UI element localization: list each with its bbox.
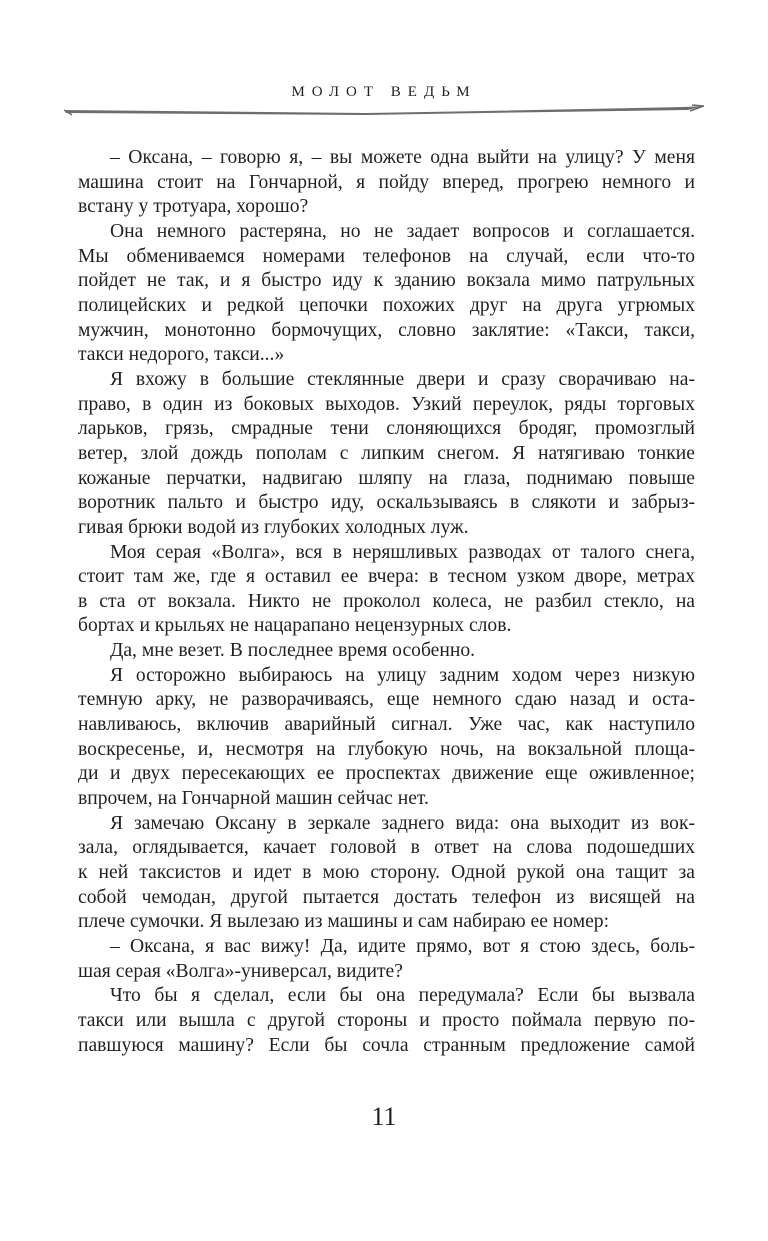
text-line: ветер, злой дождь пополам с липким снегом. Я натягиваю тонкие [78,442,695,464]
text-line: Мы обмениваемся номерами телефонов на случай, если что-то [78,245,695,267]
text-line: такси или вышла с другой стороны и просто поймала первую по- [78,1009,695,1031]
text-line: право, в один из боковых выходов. Узкий переулок, ряды торговых [78,393,695,415]
text-line: встану у тротуара, хорошо? [78,196,309,218]
text-line: такси недорого, такси...» [78,344,285,366]
text-line: темную арку, не разворачиваясь, еще немного сдаю назад и оста- [78,689,695,711]
text-line: кожаные перчатки, надвигаю шляпу на глаза, поднимаю повыше [78,467,695,489]
paragraph [78,984,695,1058]
text-line: Я замечаю Оксану в зеркале заднего вида: она выходит из вок- [110,812,695,834]
text-line: плече сумочки. Я вылезаю из машины и сам набираю ее номер: [78,911,610,933]
paragraph [78,220,695,368]
text-line: собой чемодан, другой пытается достать телефон из висящей на [78,886,695,908]
page-number: 11 [371,1102,397,1131]
text-line: Да, мне везет. В последнее время особенно. [110,640,476,662]
text-line: – Оксана, я вас вижу! Да, идите прямо, вот я стою здесь, боль- [110,936,695,957]
paragraph [78,368,695,541]
paragraph [78,639,695,664]
text-line: воротник пальто и быстро иду, оскальзываясь в слякоти и забрыз- [78,492,695,514]
text-line: шая серая «Волга»-универсал, видите? [78,960,403,982]
body-text [78,146,695,1058]
paragraph [78,664,695,812]
text-line: Она немного растеряна, но не задает вопросов и соглашается. [110,220,695,242]
text-line: пойдет не так, и я быстро иду к зданию вокзала мимо патрульных [78,270,695,292]
text-line: ди и двух пересекающих ее проспектах движение еще оживленное; [78,763,695,785]
paragraph [78,541,695,640]
text-line: воскресенье, и, несмотря на глубокую ночь, на вокзальной площа- [78,738,695,760]
text-line: – Оксана, – говорю я, – вы можете одна выйти на улицу? У меня [110,147,695,168]
text-line: в ста от вокзала. Никто не проколол колеса, не разбил стекло, на [78,590,695,612]
text-line: навливаюсь, включив аварийный сигнал. Уже час, как наступило [78,714,695,736]
text-line: зала, оглядывается, качает головой в ответ на слова подошедших [78,837,695,859]
text-line: Что бы я сделал, если бы она передумала? Если бы вызвала [110,985,695,1007]
text-line: машина стоит на Гончарной, я пойду вперед, прогрею немного и [78,171,695,193]
text-line: ларьков, грязь, смрадные тени слоняющихся бродяг, промозглый [78,418,695,440]
text-line: Я осторожно выбираюсь на улицу задним ходом через низкую [110,664,695,686]
text-line: полицейских и редкой цепочки похожих друг на друга угрюмых [78,294,695,316]
running-head: МОЛОТ ВЕДЬМ [291,84,477,100]
text-line: гивая брюки водой из глубоких холодных луж. [78,516,469,538]
text-line: бортах и крыльях не нацарапано нецензурных слов. [78,615,512,637]
text-line: к ней таксистов и идет в мою сторону. Одной рукой она тащит за [78,862,695,884]
text-line: Моя серая «Волга», вся в неряшливых разводах от талого снега, [110,541,695,563]
text-line: мужчин, монотонно бормочущих, словно заклятие: «Такси, такси, [78,319,695,341]
text-line: павшуюся машину? Если бы сочла странным предложение самой [78,1034,695,1056]
text-line: впрочем, на Гончарной машин сейчас нет. [78,788,429,810]
paragraph [78,812,695,935]
text-line: Я вхожу в большие стеклянные двери и сразу сворачиваю на- [110,368,695,390]
text-line: стоит там же, где я оставил ее вчера: в тесном узком дворе, метрах [78,566,695,588]
paragraph [78,146,695,220]
header-rule [64,104,704,118]
paragraph [78,935,695,984]
